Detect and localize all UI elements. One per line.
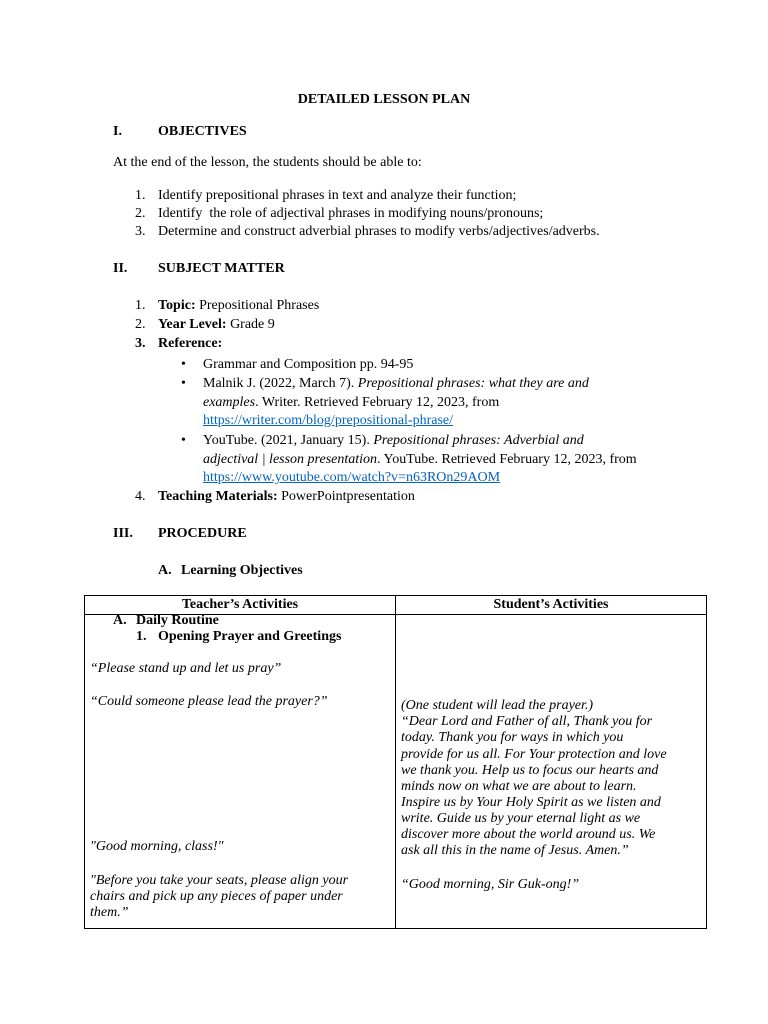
teaching-materials-label: Teaching Materials: [158,489,278,504]
bullet: • [181,357,186,372]
teacher-line: “Please stand up and let us pray” [90,661,282,676]
section-numeral: III. [113,526,133,541]
student-line: Inspire us by Your Holy Spirit as we listen and [401,795,661,810]
student-line: “Dear Lord and Father of all, Thank you for [401,714,653,729]
reference-entry: Grammar and Composition pp. 94-95 [203,357,414,372]
routine-title: Daily Routine [136,613,219,628]
list-number: 3. [135,336,146,351]
student-line: we thank you. Help us to focus our hearts and [401,763,659,778]
objective-item: Identify prepositional phrases in text and analyze their function; [158,188,517,203]
list-number: 1. [135,188,146,203]
list-number: 4. [135,489,146,504]
teaching-materials-line [158,488,415,506]
reference-label: Reference: [158,336,223,351]
reference-line [203,451,637,469]
topic-line [158,297,319,315]
student-line: provide for us all. For Your protection and love [401,747,667,762]
list-number: 2. [135,206,146,221]
student-line: “Good morning, Sir Guk-ong!” [401,877,580,892]
reference-publisher: . Writer. Retrieved February 12, 2023, from [255,395,500,410]
year-level-label: Year Level: [158,317,227,332]
table-column-divider [395,596,396,928]
section-numeral: II. [113,261,128,276]
table-header-teacher: Teacher’s Activities [181,597,299,612]
student-line: write. Guide us by your eternal light as we [401,811,641,826]
student-line: ask all this in the name of Jesus. Amen.” [401,843,629,858]
section-numeral: I. [113,124,122,139]
list-number: 3. [135,224,146,239]
list-number: 2. [135,317,146,332]
teacher-line: them.” [90,905,129,920]
step-title: Opening Prayer and Greetings [158,629,342,644]
teacher-line: "Before you take your seats, please align your [90,873,349,888]
topic-label: Topic: [158,298,196,313]
reference-line [203,432,584,450]
section-heading-subject-matter: SUBJECT MATTER [158,261,285,276]
activities-table [84,595,707,929]
table-header-student: Student’s Activities [493,597,609,612]
reference-line [203,375,589,393]
objectives-intro: At the end of the lesson, the students should be able to: [113,155,422,170]
list-number: 1. [135,298,146,313]
section-heading-objectives: OBJECTIVES [158,124,247,139]
teacher-line: chairs and pick up any pieces of paper under [90,889,343,904]
objective-item: Identify the role of adjectival phrases in modifying nouns/pronouns; [158,206,544,221]
student-line: (One student will lead the prayer.) [401,698,594,713]
reference-author-date: YouTube. (2021, January 15). [203,433,374,448]
routine-letter: A. [113,613,127,628]
step-number: 1. [136,629,147,644]
reference-publisher: . YouTube. Retrieved February 12, 2023, from [377,452,637,467]
reference-link[interactable]: https://www.youtube.com/watch?v=n63ROn29AOM [203,470,501,485]
student-line: today. Thank you for ways in which you [401,730,624,745]
reference-line [203,394,499,412]
section-heading-procedure: PROCEDURE [158,526,247,541]
reference-title: adjectival | lesson presentation [203,452,378,467]
student-line: discover more about the world around us. We [401,827,656,842]
objective-item: Determine and construct adverbial phrases to modify verbs/adjectives/adverbs. [158,224,600,239]
reference-title: examples [203,395,256,410]
teaching-materials-value: PowerPointpresentation [281,489,415,504]
reference-link[interactable]: https://writer.com/blog/prepositional-phrase/ [203,413,454,428]
document-title: DETAILED LESSON PLAN [297,92,471,107]
teacher-line: "Good morning, class!" [90,839,224,854]
student-line: minds now on what we are about to learn. [401,779,637,794]
reference-title: Prepositional phrases: Adverbial and [373,433,584,448]
reference-title: Prepositional phrases: what they are and [357,376,589,391]
subsection-letter: A. [158,563,172,578]
bullet: • [181,376,186,391]
topic-value: Prepositional Phrases [199,298,320,313]
reference-author-date: Malnik J. (2022, March 7). [203,376,358,391]
year-level-value: Grade 9 [230,317,275,332]
bullet: • [181,433,186,448]
teacher-line: “Could someone please lead the prayer?” [90,694,328,709]
year-level-line [158,316,275,334]
subsection-title: Learning Objectives [181,563,303,578]
